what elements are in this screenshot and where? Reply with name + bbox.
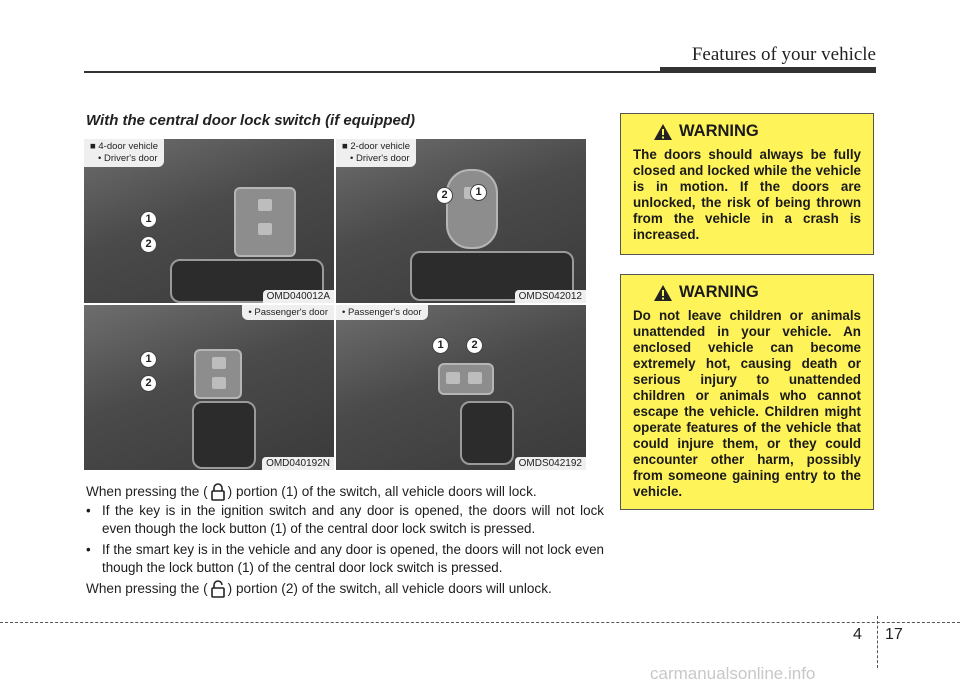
footer-rule	[0, 622, 960, 623]
header-rule-accent	[660, 67, 876, 73]
lock-button	[258, 199, 272, 211]
figure-tag-line1: ■ 2-door vehicle	[342, 141, 411, 152]
page-number: 17	[885, 626, 903, 643]
warning-text: The doors should always be fully closed and locked while the vehicle is in motion. If the doors are unlocked, the risk of being thrown from the vehicle in a crash is increased.	[633, 147, 861, 242]
figure-tag	[84, 139, 164, 167]
lock-button	[446, 372, 460, 384]
figure-tag	[336, 139, 416, 167]
callout-1: 1	[140, 351, 157, 368]
watermark: carmanualsonline.info	[650, 664, 816, 683]
callout-2: 2	[140, 375, 157, 392]
callout-2: 2	[436, 187, 453, 204]
window-switch	[460, 401, 514, 465]
lock-switch-panel	[194, 349, 242, 399]
callout-2: 2	[140, 236, 157, 253]
warning-triangle-icon	[653, 284, 673, 302]
unlock-instruction	[86, 580, 552, 598]
lock-switch-panel	[446, 169, 498, 249]
note-smart-key-text: If the smart key is in the vehicle and any door is opened, the doors will not lock even though the lock button (1) of the central door lock switch is pressed.	[102, 542, 604, 575]
figure-tag-line2: • Driver's door	[98, 153, 158, 164]
lock-instruction	[86, 483, 537, 501]
unlock-button	[258, 223, 272, 235]
callout-1: 1	[432, 337, 449, 354]
window-switch	[192, 401, 256, 469]
figure-tag-line2: • Driver's door	[350, 153, 410, 164]
bullet-dot: •	[86, 542, 91, 557]
lock-icon	[210, 483, 226, 501]
photo-2door-passenger	[336, 305, 586, 470]
lock-instruction-end: ) portion (1) of the switch, all vehicle doors will lock.	[227, 484, 537, 499]
lock-button	[212, 357, 226, 369]
callout-1: 1	[140, 211, 157, 228]
section-heading: With the central door lock switch (if equipped)	[86, 112, 416, 129]
bullet-dot: •	[86, 503, 91, 518]
unlock-button	[212, 377, 226, 389]
figure-code: OMD040192N	[262, 457, 334, 470]
warning-box-children	[620, 274, 874, 510]
photo-4door-passenger	[84, 305, 334, 470]
figure-tag: • Passenger's door	[336, 305, 428, 320]
unlock-button	[468, 372, 482, 384]
figure-code: OMD040012A	[263, 290, 334, 303]
figure-code: OMDS042012	[515, 290, 586, 303]
callout-1: 1	[470, 184, 487, 201]
figure-tag-line1: ■ 4-door vehicle	[90, 141, 159, 152]
figure-code: OMDS042192	[515, 457, 586, 470]
warning-title: WARNING	[679, 122, 759, 140]
lock-switch-panel	[234, 187, 296, 257]
note-smart-key	[86, 541, 604, 577]
chapter-number: 4	[853, 626, 862, 643]
page-divider	[877, 616, 878, 668]
note-ignition-key-text: If the key is in the ignition switch and any door is opened, the doors will not lock even though the lock button (1) of the central door lock switch is pressed.	[102, 503, 604, 536]
warning-triangle-icon	[653, 123, 673, 141]
figure-tag: • Passenger's door	[242, 305, 334, 320]
warning-text: Do not leave children or animals unattended in your vehicle. An enclosed vehicle can become extremely hot, causing death or serious injury to unattended children or animals who cannot escape the vehicle. Children might operate features of the vehicle that could injure them, or they could encounter other harm, possibly from someone gaining entry to the vehicle.	[633, 308, 861, 499]
callout-2: 2	[466, 337, 483, 354]
note-ignition-key	[86, 502, 604, 538]
warning-box-doors-locked	[620, 113, 874, 255]
header-title: Features of your vehicle	[691, 44, 876, 65]
warning-title: WARNING	[679, 283, 759, 301]
photo-2door-driver	[336, 139, 586, 303]
photo-4door-driver	[84, 139, 334, 303]
unlock-instruction-start: When pressing the (	[86, 581, 208, 596]
lock-instruction-start: When pressing the (	[86, 484, 208, 499]
lock-switch-panel	[438, 363, 494, 395]
unlock-instruction-end: ) portion (2) of the switch, all vehicle doors will unlock.	[227, 581, 552, 596]
unlock-icon	[210, 580, 226, 598]
